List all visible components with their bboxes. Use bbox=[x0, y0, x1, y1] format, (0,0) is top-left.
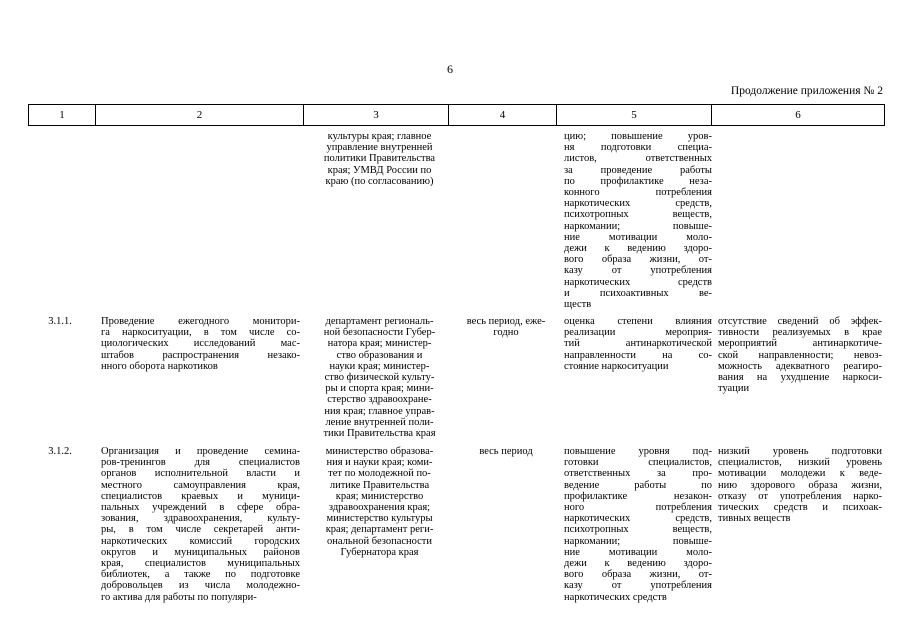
text-line: психотропных веществ, bbox=[564, 524, 712, 536]
text-line: наркотических средств bbox=[564, 591, 667, 603]
text-line: ры и спорта края; мини- bbox=[325, 383, 434, 395]
row-3-1-2-executors bbox=[309, 446, 450, 558]
text-line: округов и муниципальных районов bbox=[101, 546, 300, 558]
continuation-label: Продолжение приложения № 2 bbox=[730, 85, 883, 97]
text-line: ня подготовки специа- bbox=[564, 142, 712, 154]
text-line: ного потребления bbox=[564, 502, 712, 514]
text-line: мотивации молодежи к веде- bbox=[718, 468, 882, 480]
text-line: годно bbox=[493, 327, 519, 339]
text-line: управление внутренней bbox=[326, 142, 433, 154]
text-line: тивных веществ bbox=[718, 513, 791, 525]
text-line: здравоохранения края; bbox=[328, 502, 431, 514]
text-line: психотропных веществ, bbox=[564, 209, 712, 221]
text-line: края; департамент реги- bbox=[325, 524, 434, 536]
text-line: ры, в том числе секретарей анти- bbox=[101, 524, 300, 536]
text-line: науки края; министер- bbox=[329, 360, 430, 372]
column-number-5: 5 bbox=[557, 105, 712, 126]
text-line: литике Правительства bbox=[329, 479, 430, 491]
text-line: Губернатора края bbox=[340, 546, 419, 558]
text-line: ния и науки края; коми- bbox=[326, 457, 433, 469]
text-line: низкий уровень подготовки bbox=[718, 446, 882, 457]
row-continuation-executors bbox=[309, 131, 450, 187]
text-line: и психоактивных ве- bbox=[564, 287, 712, 299]
column-number-3: 3 bbox=[304, 105, 449, 126]
row-3-1-1-event bbox=[101, 316, 300, 372]
text-line: тивности реализуемых в крае bbox=[718, 327, 882, 339]
text-line: за проведение работы bbox=[564, 164, 712, 176]
text-line: ществ bbox=[564, 299, 592, 311]
row-continuation-results bbox=[564, 131, 712, 310]
row-3-1-1-executors bbox=[309, 316, 450, 439]
text-line: ной безопасности Губер- bbox=[323, 327, 436, 339]
text-line: тики Правительства края bbox=[323, 428, 436, 440]
text-line: нию здорового образа жизни, bbox=[718, 479, 882, 491]
text-line: можность адекватного реагиро- bbox=[718, 360, 882, 372]
text-line: ство образования и bbox=[336, 349, 423, 361]
text-line: ние мотивации моло- bbox=[564, 231, 712, 243]
column-number-6: 6 bbox=[712, 105, 885, 126]
text-line: тий антинаркотической bbox=[564, 338, 712, 350]
text-line: дежи к ведению здоро- bbox=[564, 558, 712, 570]
text-line: культуры края; главное bbox=[327, 131, 432, 142]
text-line: библиотек, а также по подготовке bbox=[101, 569, 300, 581]
text-line: повышение уровня под- bbox=[564, 446, 712, 457]
text-line: наркомании; повыше- bbox=[564, 220, 712, 232]
row-3-1-2-event bbox=[101, 446, 300, 603]
text-line: го актива для работы по популяри- bbox=[101, 591, 257, 603]
text-line: вого образа жизни, от- bbox=[564, 569, 712, 581]
text-line: ведение работы по bbox=[564, 479, 712, 491]
page-number: 6 bbox=[447, 62, 453, 76]
text-line: наркомании; повыше- bbox=[564, 535, 712, 547]
text-line: ответственных за про- bbox=[564, 468, 712, 480]
text-line: отказу от употребления нарко- bbox=[718, 490, 882, 502]
text-line: пальных учреждений в сфере обра- bbox=[101, 502, 300, 514]
text-line: специалистов, низкий уровень bbox=[718, 457, 882, 469]
row-number-3-1-2: 3.1.2. bbox=[48, 446, 72, 457]
text-line: конного потребления bbox=[564, 187, 712, 199]
text-line: штабов распространения незако- bbox=[101, 349, 300, 361]
text-line: ния края; главное управ- bbox=[324, 405, 435, 417]
text-line: наркотических комиссий городских bbox=[101, 535, 300, 547]
text-line: циологических исследований мас- bbox=[101, 338, 300, 350]
column-number-2: 2 bbox=[96, 105, 304, 126]
text-line: краю (по согласованию) bbox=[325, 175, 434, 187]
text-line: профилактике незакон- bbox=[564, 490, 712, 502]
column-number-1: 1 bbox=[29, 105, 96, 126]
row-3-1-1-period bbox=[455, 316, 557, 338]
text-line: наркотических средств, bbox=[564, 198, 712, 210]
text-line: министерство образова- bbox=[325, 446, 434, 457]
text-line: тических средств и психоак- bbox=[718, 502, 882, 514]
text-line: весь период, еже- bbox=[466, 316, 546, 327]
text-line: по профилактике неза- bbox=[564, 175, 712, 187]
text-line: дежи к ведению здоро- bbox=[564, 243, 712, 255]
column-number-4: 4 bbox=[449, 105, 557, 126]
text-line: местного самоуправления края, bbox=[101, 479, 300, 491]
text-line: нного оборота наркотиков bbox=[101, 360, 218, 372]
text-line: края; УМВД России по bbox=[327, 164, 432, 176]
text-line: весь период bbox=[479, 446, 533, 457]
text-line: стерство здравоохране- bbox=[327, 394, 432, 406]
row-3-1-2-results bbox=[564, 446, 712, 603]
text-line: наркотических средств bbox=[564, 276, 712, 288]
text-line: оценка степени влияния bbox=[564, 316, 712, 327]
text-line: добровольцев из числа молодежно- bbox=[101, 580, 300, 592]
row-3-1-1-results bbox=[564, 316, 712, 372]
row-number-3-1-1: 3.1.1. bbox=[48, 316, 72, 327]
text-line: вания на ухудшение наркоси- bbox=[718, 372, 882, 384]
text-line: края; министерство bbox=[335, 490, 424, 502]
text-line: ние мотивации моло- bbox=[564, 546, 712, 558]
text-line: ров-тренингов для специалистов bbox=[101, 457, 300, 469]
text-line: реализации мероприя- bbox=[564, 327, 712, 339]
text-line: готовки специалистов, bbox=[564, 457, 712, 469]
text-line: натора края; министер- bbox=[327, 338, 432, 350]
text-line: направленности на со- bbox=[564, 349, 712, 361]
text-line: департамент региональ- bbox=[325, 316, 434, 327]
text-line: органов исполнительной власти и bbox=[101, 468, 300, 480]
text-line: ональной безопасности bbox=[326, 535, 433, 547]
column-number-header bbox=[28, 104, 885, 126]
text-line: ление внутренней поли- bbox=[325, 416, 434, 428]
text-line: га наркоситуации, в том числе со- bbox=[101, 327, 300, 339]
text-line: вого образа жизни, от- bbox=[564, 254, 712, 266]
text-line: ской направленности; невоз- bbox=[718, 349, 882, 361]
row-3-1-2-period bbox=[455, 446, 557, 457]
text-line: листов, ответственных bbox=[564, 153, 712, 165]
text-line: казу от употребления bbox=[564, 265, 712, 277]
text-line: цию; повышение уров- bbox=[564, 131, 712, 142]
text-line: стояние наркоситуации bbox=[564, 360, 669, 372]
text-line: министерство культуры bbox=[326, 513, 433, 525]
row-3-1-1-risks bbox=[718, 316, 882, 394]
text-line: тет по молодежной по- bbox=[328, 468, 431, 480]
text-line: казу от употребления bbox=[564, 580, 712, 592]
text-line: Проведение ежегодного монитори- bbox=[101, 316, 300, 327]
text-line: туации bbox=[718, 383, 750, 395]
text-line: специалистов краевых и муници- bbox=[101, 490, 300, 502]
text-line: Организация и проведение семина- bbox=[101, 446, 300, 457]
text-line: зования, здравоохранения, культу- bbox=[101, 513, 300, 525]
text-line: политики Правительства bbox=[323, 153, 436, 165]
text-line: мероприятий антинаркотиче- bbox=[718, 338, 882, 350]
text-line: края, специалистов муниципальных bbox=[101, 558, 300, 570]
row-3-1-2-risks bbox=[718, 446, 882, 524]
text-line: отсутствие сведений об эффек- bbox=[718, 316, 882, 327]
text-line: наркотических средств, bbox=[564, 513, 712, 525]
text-line: ство физической культу- bbox=[324, 372, 435, 384]
